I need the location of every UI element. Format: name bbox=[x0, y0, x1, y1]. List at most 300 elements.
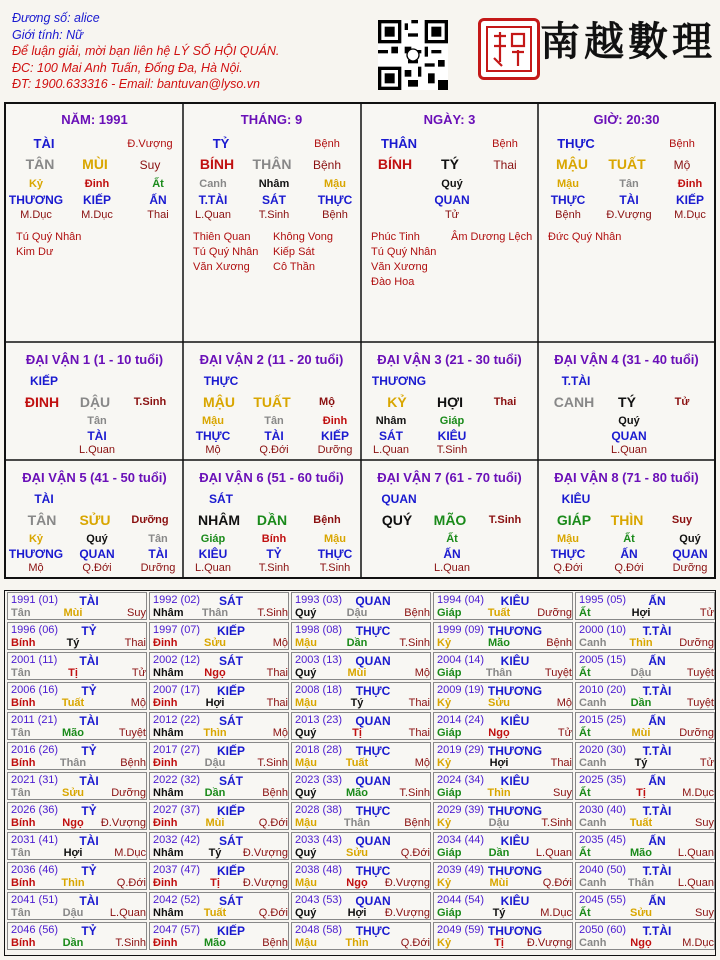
hidden-god: KIÊU bbox=[198, 547, 228, 561]
year-label: 2025 (35) bbox=[579, 774, 627, 786]
yearly-table bbox=[4, 590, 716, 956]
hidden-phase: Dưỡng bbox=[140, 562, 176, 574]
year-stem: Bính bbox=[11, 877, 36, 889]
seal-icon bbox=[478, 18, 540, 80]
year-phase: Thai bbox=[550, 757, 572, 769]
pillar-extra: Đ.Vượng bbox=[127, 138, 173, 150]
year-branch: Hợi bbox=[347, 907, 367, 919]
year-branch: Tý bbox=[634, 757, 648, 769]
earthly-branch: TÝ bbox=[618, 394, 636, 410]
year-phase: Suy bbox=[695, 907, 714, 919]
star-name: Tú Quý Nhân bbox=[16, 231, 82, 243]
year-label: 1997 (07) bbox=[153, 624, 201, 636]
year-branch: Dần bbox=[204, 787, 226, 799]
year-phase: Bệnh bbox=[262, 787, 288, 799]
year-phase: Đ.Vượng bbox=[384, 877, 430, 889]
year-phase: Thai bbox=[124, 637, 146, 649]
hidden-god: THỰC bbox=[317, 547, 353, 561]
earthly-branch: SỬU bbox=[79, 512, 111, 528]
year-stem: Quý bbox=[295, 787, 317, 799]
earthly-branch: MÃO bbox=[433, 512, 467, 528]
dai-van-3 bbox=[361, 342, 538, 460]
life-phase: Tử bbox=[674, 396, 690, 408]
year-phase: Bệnh bbox=[120, 757, 146, 769]
hidden-phase: L.Quan bbox=[433, 562, 471, 574]
star-name: Kim Dư bbox=[16, 246, 54, 258]
ten-god: THÂN bbox=[380, 136, 418, 151]
year-label: 2034 (44) bbox=[437, 834, 485, 846]
year-ten-god: TÀI bbox=[79, 834, 99, 848]
year-branch: Ngọ bbox=[204, 667, 226, 679]
hidden-stem: Canh bbox=[199, 178, 227, 190]
year-phase: Tử bbox=[699, 607, 714, 619]
hidden-god: QUAN bbox=[434, 193, 470, 207]
ten-god: SÁT bbox=[209, 492, 233, 506]
year-phase: Suy bbox=[695, 817, 714, 829]
year-ten-god: ẤN bbox=[648, 894, 666, 908]
year-cell bbox=[7, 652, 147, 680]
hidden-god: ẤN bbox=[443, 547, 461, 561]
dai-van-7 bbox=[361, 460, 538, 578]
year-ten-god: KIÊU bbox=[500, 594, 530, 608]
year-ten-god: THƯƠNG bbox=[487, 624, 543, 638]
year-cell bbox=[291, 772, 431, 800]
year-ten-god: THỰC bbox=[355, 924, 391, 938]
year-cell bbox=[7, 772, 147, 800]
year-stem: Giáp bbox=[437, 787, 462, 799]
year-ten-god: KIẾP bbox=[216, 804, 245, 818]
year-branch: Dậu bbox=[488, 817, 510, 829]
life-phase: Thai bbox=[493, 158, 517, 172]
hidden-god: THỰC bbox=[317, 193, 353, 207]
year-label: 2043 (53) bbox=[295, 894, 343, 906]
heavenly-stem: QUÝ bbox=[381, 512, 413, 528]
dai-van-2 bbox=[183, 342, 360, 460]
year-cell bbox=[291, 712, 431, 740]
year-label: 2018 (28) bbox=[295, 744, 343, 756]
year-stem: Nhâm bbox=[153, 607, 184, 619]
year-stem: Kỷ bbox=[437, 937, 452, 949]
year-phase: Mộ bbox=[556, 697, 572, 709]
hidden-phase: L.Quan bbox=[78, 444, 116, 456]
year-cell bbox=[433, 922, 573, 950]
year-stem: Canh bbox=[579, 937, 607, 949]
year-label: 2007 (17) bbox=[153, 684, 201, 696]
year-ten-god: QUAN bbox=[355, 654, 391, 668]
star-list bbox=[273, 230, 333, 275]
hidden-phase: Dưỡng bbox=[672, 562, 708, 574]
year-ten-god: KIẾP bbox=[216, 624, 245, 638]
year-phase: Q.Đới bbox=[258, 907, 288, 919]
year-label: 2042 (52) bbox=[153, 894, 201, 906]
owner-name: Đương số: alice bbox=[12, 11, 100, 25]
year-phase: Thai bbox=[408, 697, 430, 709]
earthly-branch: MÙI bbox=[82, 156, 108, 172]
year-stem: Nhâm bbox=[153, 667, 184, 679]
year-phase: Bệnh bbox=[404, 607, 430, 619]
year-branch: Dậu bbox=[62, 907, 84, 919]
year-branch: Tý bbox=[492, 907, 506, 919]
year-label: 2009 (19) bbox=[437, 684, 485, 696]
year-stem: Quý bbox=[295, 727, 317, 739]
year-branch: Dần bbox=[62, 937, 84, 949]
year-phase: Tử bbox=[131, 667, 146, 679]
star-name: Đức Quý Nhân bbox=[548, 231, 622, 243]
year-label: 2008 (18) bbox=[295, 684, 343, 696]
hidden-stem: Bính bbox=[261, 533, 287, 545]
hidden-god: KIÊU bbox=[437, 429, 467, 443]
hidden-phase: Q.Đới bbox=[259, 444, 289, 456]
year-phase: Q.Đới bbox=[258, 817, 288, 829]
year-ten-god: THƯƠNG bbox=[487, 744, 543, 758]
hidden-stem: Mậu bbox=[324, 178, 346, 190]
year-cell bbox=[575, 772, 715, 800]
year-label: 2036 (46) bbox=[11, 864, 59, 876]
year-branch: Tị bbox=[494, 937, 504, 949]
heavenly-stem: NHÂM bbox=[198, 512, 240, 528]
year-branch: Dần bbox=[488, 847, 510, 859]
year-label: 2049 (59) bbox=[437, 924, 485, 936]
year-branch: Mùi bbox=[347, 667, 367, 679]
year-phase: Q.Đới bbox=[400, 847, 430, 859]
ten-god: KIÊU bbox=[561, 492, 591, 506]
ten-god: THƯƠNG bbox=[371, 374, 427, 388]
year-stem: Bính bbox=[11, 937, 36, 949]
year-ten-god: TÀI bbox=[79, 714, 99, 728]
year-cell bbox=[433, 682, 573, 710]
year-branch: Sửu bbox=[487, 697, 511, 709]
hidden-stem: Nhâm bbox=[258, 178, 290, 190]
star-list bbox=[451, 230, 532, 245]
year-ten-god: SÁT bbox=[219, 894, 243, 908]
year-branch: Mão bbox=[346, 787, 368, 799]
hidden-god: THỰC bbox=[550, 193, 586, 207]
year-ten-god: SÁT bbox=[219, 774, 243, 788]
year-label: 2012 (22) bbox=[153, 714, 201, 726]
year-ten-god: TỶ bbox=[81, 624, 97, 638]
year-branch: Sửu bbox=[61, 787, 85, 799]
hidden-god: QUAN bbox=[79, 547, 115, 561]
year-stem: Ất bbox=[579, 727, 591, 739]
hidden-phase: Q.Đới bbox=[553, 562, 583, 574]
year-cell bbox=[291, 922, 431, 950]
year-label: 2038 (48) bbox=[295, 864, 343, 876]
year-stem: Mậu bbox=[295, 817, 317, 829]
star-list bbox=[371, 230, 436, 290]
dai-van-8 bbox=[538, 460, 715, 578]
year-cell bbox=[7, 862, 147, 890]
ten-god: QUAN bbox=[381, 492, 417, 506]
earthly-branch: TÝ bbox=[441, 156, 459, 172]
hidden-god: TÀI bbox=[148, 547, 168, 561]
year-cell bbox=[433, 622, 573, 650]
year-phase: L.Quan bbox=[677, 877, 714, 889]
year-branch: Dậu bbox=[204, 757, 226, 769]
year-branch: Dần bbox=[346, 637, 368, 649]
hidden-phase: T.Sinh bbox=[436, 444, 468, 456]
dai-van-title: ĐẠI VẬN 8 (71 - 80 tuổi) bbox=[554, 470, 699, 485]
year-stem: Giáp bbox=[437, 727, 462, 739]
pillar-title: GIỜ: 20:30 bbox=[593, 112, 660, 127]
year-cell bbox=[7, 712, 147, 740]
heavenly-stem: KỶ bbox=[387, 394, 407, 410]
year-phase: Q.Đới bbox=[400, 937, 430, 949]
year-label: 1998 (08) bbox=[295, 624, 343, 636]
year-phase: L.Quan bbox=[109, 907, 146, 919]
hidden-phase: M.Dục bbox=[81, 209, 113, 221]
hidden-god: KIẾP bbox=[82, 193, 111, 207]
year-cell bbox=[291, 832, 431, 860]
year-branch: Thìn bbox=[629, 637, 653, 649]
year-label: 2045 (55) bbox=[579, 894, 627, 906]
year-stem: Tân bbox=[11, 607, 31, 619]
year-ten-god: KIÊU bbox=[500, 894, 530, 908]
hidden-stem: Tân bbox=[619, 178, 639, 190]
year-ten-god: SÁT bbox=[219, 714, 243, 728]
year-stem: Đinh bbox=[153, 817, 178, 829]
year-phase: Suy bbox=[127, 607, 146, 619]
hidden-phase: T.Sinh bbox=[258, 562, 290, 574]
year-label: 2013 (23) bbox=[295, 714, 343, 726]
year-stem: Kỷ bbox=[437, 757, 452, 769]
year-branch: Mùi bbox=[489, 877, 509, 889]
hidden-god: TÀI bbox=[264, 429, 284, 443]
year-stem: Giáp bbox=[437, 667, 462, 679]
year-label: 2039 (49) bbox=[437, 864, 485, 876]
year-label: 2000 (10) bbox=[579, 624, 627, 636]
year-ten-god: T.TÀI bbox=[642, 744, 672, 758]
heavenly-stem: CANH bbox=[553, 394, 595, 410]
year-ten-god: THƯƠNG bbox=[487, 864, 543, 878]
year-branch: Dậu bbox=[630, 667, 652, 679]
year-cell bbox=[7, 802, 147, 830]
year-ten-god: TÀI bbox=[79, 894, 99, 908]
year-branch: Tị bbox=[636, 787, 646, 799]
year-cell bbox=[149, 592, 289, 620]
pillar-title: THÁNG: 9 bbox=[240, 112, 303, 127]
year-branch: Thân bbox=[485, 667, 513, 679]
year-label: 2022 (32) bbox=[153, 774, 201, 786]
hidden-god: KIẾP bbox=[320, 429, 349, 443]
year-phase: L.Quan bbox=[535, 847, 572, 859]
dai-van-5 bbox=[6, 460, 183, 578]
year-cell bbox=[575, 922, 715, 950]
life-phase: T.Sinh bbox=[488, 514, 522, 526]
hidden-god: THỰC bbox=[550, 547, 586, 561]
heavenly-stem: BÍNH bbox=[199, 156, 235, 172]
earthly-branch: DẦN bbox=[256, 512, 288, 528]
year-stem: Canh bbox=[579, 817, 607, 829]
year-branch: Hợi bbox=[205, 697, 225, 709]
chart-header bbox=[12, 10, 279, 93]
year-label: 1991 (01) bbox=[11, 594, 59, 606]
year-label: 2024 (34) bbox=[437, 774, 485, 786]
year-stem: Quý bbox=[295, 667, 317, 679]
year-stem: Đinh bbox=[153, 637, 178, 649]
gender: Giới tính: Nữ bbox=[12, 27, 84, 42]
year-label: 2027 (37) bbox=[153, 804, 201, 816]
year-phase: Q.Đới bbox=[542, 877, 572, 889]
year-stem: Mậu bbox=[295, 697, 317, 709]
year-stem: Tân bbox=[11, 727, 31, 739]
year-ten-god: TỶ bbox=[81, 924, 97, 938]
hidden-stem: Tân bbox=[87, 415, 107, 427]
year-stem: Tân bbox=[11, 907, 31, 919]
year-stem: Nhâm bbox=[153, 727, 184, 739]
year-ten-god: TÀI bbox=[79, 654, 99, 668]
year-ten-god: T.TÀI bbox=[642, 684, 672, 698]
year-cell bbox=[575, 832, 715, 860]
year-branch: Hợi bbox=[489, 757, 509, 769]
year-phase: Tuyệt bbox=[544, 667, 572, 679]
life-phase: Dưỡng bbox=[131, 514, 169, 526]
year-ten-god: ẤN bbox=[648, 714, 666, 728]
year-phase: Bệnh bbox=[546, 637, 572, 649]
year-cell bbox=[149, 832, 289, 860]
hidden-stem: Ất bbox=[446, 533, 458, 545]
year-phase: Bệnh bbox=[404, 817, 430, 829]
year-branch: Thìn bbox=[345, 937, 369, 949]
ten-god: TỶ bbox=[212, 136, 230, 151]
life-phase: Suy bbox=[671, 514, 693, 526]
year-phase: M.Dục bbox=[114, 847, 146, 859]
year-label: 2021 (31) bbox=[11, 774, 59, 786]
year-label: 1992 (02) bbox=[153, 594, 201, 606]
hidden-phase: L.Quan bbox=[610, 444, 648, 456]
year-cell bbox=[149, 622, 289, 650]
year-phase: Đ.Vượng bbox=[384, 907, 430, 919]
year-cell bbox=[433, 592, 573, 620]
year-label: 1996 (06) bbox=[11, 624, 59, 636]
year-branch: Thìn bbox=[487, 787, 511, 799]
ten-god: TÀI bbox=[34, 492, 54, 506]
address-line: ĐC: 100 Mai Anh Tuấn, Đống Đa, Hà Nội. bbox=[12, 60, 243, 75]
dai-van-title: ĐẠI VẬN 4 (31 - 40 tuổi) bbox=[554, 352, 699, 367]
year-stem: Tân bbox=[11, 847, 31, 859]
year-branch: Tuất bbox=[629, 817, 653, 829]
year-cell bbox=[149, 742, 289, 770]
hidden-stem: Ất bbox=[152, 178, 164, 190]
year-ten-god: ẤN bbox=[648, 654, 666, 668]
year-label: 2005 (15) bbox=[579, 654, 627, 666]
life-phase: Bệnh bbox=[313, 514, 341, 526]
hidden-stem: Quý bbox=[679, 533, 701, 545]
hidden-stem: Mậu bbox=[324, 533, 346, 545]
year-ten-god: TỶ bbox=[81, 864, 97, 878]
hidden-stem: Tân bbox=[264, 415, 284, 427]
year-ten-god: T.TÀI bbox=[642, 864, 672, 878]
hidden-stem: Giáp bbox=[439, 415, 465, 427]
year-branch: Tị bbox=[352, 727, 362, 739]
year-cell bbox=[575, 592, 715, 620]
year-label: 1994 (04) bbox=[437, 594, 485, 606]
year-ten-god: QUAN bbox=[355, 774, 391, 788]
pillar-title: NGÀY: 3 bbox=[423, 112, 476, 127]
year-label: 2014 (24) bbox=[437, 714, 485, 726]
year-phase: Thai bbox=[266, 667, 288, 679]
year-label: 2016 (26) bbox=[11, 744, 59, 756]
chart-board bbox=[4, 102, 716, 579]
year-cell bbox=[433, 832, 573, 860]
year-cell bbox=[433, 772, 573, 800]
year-stem: Giáp bbox=[437, 907, 462, 919]
qr-code-icon bbox=[378, 20, 448, 90]
hidden-phase: Thai bbox=[147, 209, 169, 221]
year-cell bbox=[291, 682, 431, 710]
ten-god: KIẾP bbox=[29, 374, 58, 388]
life-phase: Suy bbox=[139, 158, 161, 172]
year-label: 2020 (30) bbox=[579, 744, 627, 756]
year-ten-god: KIẾP bbox=[216, 864, 245, 878]
year-ten-god: TÀI bbox=[79, 594, 99, 608]
year-ten-god: THỰC bbox=[355, 744, 391, 758]
year-phase: M.Dục bbox=[540, 907, 572, 919]
year-ten-god: ẤN bbox=[648, 834, 666, 848]
year-label: 2037 (47) bbox=[153, 864, 201, 876]
hidden-god: TỶ bbox=[266, 547, 282, 561]
phone-email-line: ĐT: 1900.633316 - Email: bantuvan@lyso.vn bbox=[12, 77, 261, 91]
year-phase: Mộ bbox=[272, 727, 288, 739]
brand-title: 南越數理 bbox=[540, 18, 716, 65]
dai-van-title: ĐẠI VẬN 5 (41 - 50 tuổi) bbox=[22, 470, 167, 485]
star-list bbox=[548, 230, 621, 245]
year-branch: Thìn bbox=[61, 877, 85, 889]
year-phase: T.Sinh bbox=[399, 787, 430, 799]
hidden-phase: L.Quan bbox=[194, 209, 232, 221]
year-ten-god: T.TÀI bbox=[642, 804, 672, 818]
year-ten-god: THƯƠNG bbox=[487, 684, 543, 698]
hidden-stem: Đinh bbox=[677, 178, 703, 190]
year-cell bbox=[7, 892, 147, 920]
year-label: 1995 (05) bbox=[579, 594, 627, 606]
year-ten-god: THỰC bbox=[355, 864, 391, 878]
year-stem: Canh bbox=[579, 877, 607, 889]
year-branch: Thân bbox=[343, 817, 371, 829]
hidden-stem: Giáp bbox=[200, 533, 226, 545]
heavenly-stem: GIÁP bbox=[556, 512, 592, 528]
year-cell bbox=[575, 892, 715, 920]
year-label: 2006 (16) bbox=[11, 684, 59, 696]
year-ten-god: QUAN bbox=[355, 714, 391, 728]
year-cell bbox=[575, 862, 715, 890]
heavenly-stem: TÂN bbox=[27, 512, 57, 528]
year-branch: Mùi bbox=[631, 727, 651, 739]
year-label: 2011 (21) bbox=[11, 714, 58, 726]
heavenly-stem: MẬU bbox=[203, 394, 235, 410]
year-ten-god: KIẾP bbox=[216, 924, 245, 938]
year-label: 2035 (45) bbox=[579, 834, 627, 846]
year-label: 2030 (40) bbox=[579, 804, 627, 816]
earthly-branch: THÂN bbox=[252, 156, 292, 172]
year-label: 2047 (57) bbox=[153, 924, 201, 936]
life-phase: Thai bbox=[493, 396, 517, 408]
year-label: 2015 (25) bbox=[579, 714, 627, 726]
hidden-god: THƯƠNG bbox=[8, 193, 64, 207]
year-branch: Tị bbox=[68, 667, 78, 679]
year-label: 2041 (51) bbox=[11, 894, 59, 906]
year-branch: Tý bbox=[208, 847, 222, 859]
hidden-god: T.TÀI bbox=[198, 193, 228, 207]
star-list bbox=[193, 230, 258, 275]
year-stem: Tân bbox=[11, 667, 31, 679]
life-phase: Mộ bbox=[673, 158, 691, 172]
year-stem: Mậu bbox=[295, 757, 317, 769]
year-label: 2003 (13) bbox=[295, 654, 343, 666]
star-name: Tú Quý Nhân bbox=[371, 246, 437, 258]
year-branch: Ngọ bbox=[62, 817, 84, 829]
year-ten-god: THƯƠNG bbox=[487, 924, 543, 938]
year-stem: Quý bbox=[295, 607, 317, 619]
